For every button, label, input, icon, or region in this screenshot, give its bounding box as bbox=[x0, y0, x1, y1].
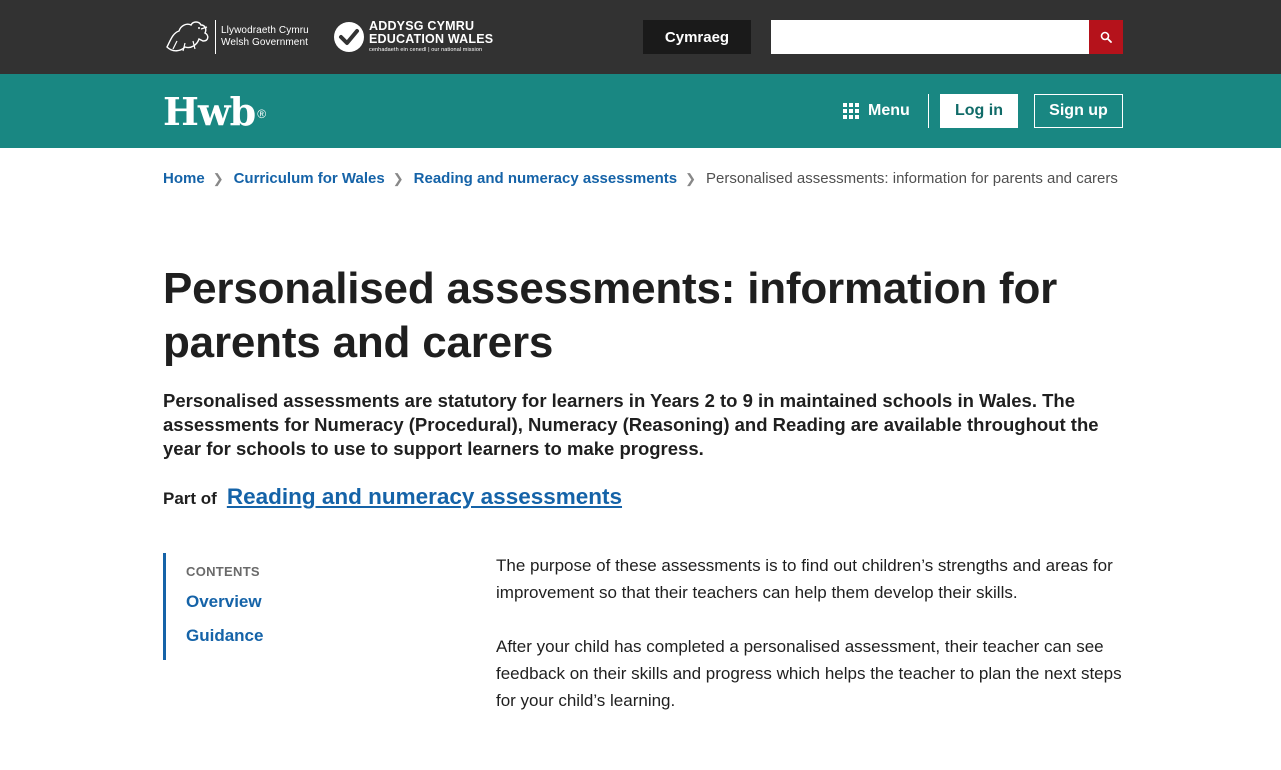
breadcrumb-curriculum[interactable]: Curriculum for Wales bbox=[233, 170, 385, 187]
contents-nav bbox=[163, 553, 363, 660]
breadcrumb-reading-numeracy[interactable]: Reading and numeracy assessments bbox=[413, 170, 678, 187]
part-of-link[interactable]: Reading and numeracy assessments bbox=[226, 484, 623, 509]
chevron-right-icon: ❯ bbox=[685, 171, 696, 186]
registered-mark: ® bbox=[257, 107, 266, 121]
body-paragraph: The purpose of these assessments is to find out children’s strengths and areas for improvement so that their teachers can help them develop their skills. bbox=[496, 556, 1113, 602]
menu-label: Menu bbox=[868, 102, 910, 119]
part-of-label: Part of bbox=[163, 489, 217, 508]
page-title: Personalised assessments: information for parents and carers bbox=[163, 264, 1058, 367]
menu-button[interactable] bbox=[843, 94, 910, 128]
hwb-logo-text: Hwb bbox=[163, 89, 256, 134]
search-icon bbox=[1100, 31, 1112, 43]
welsh-dragon-icon bbox=[163, 19, 211, 55]
breadcrumb bbox=[163, 168, 1123, 190]
body-content bbox=[496, 552, 1123, 741]
contents-heading: CONTENTS bbox=[186, 564, 260, 579]
language-toggle-button[interactable]: Cymraeg bbox=[643, 20, 751, 54]
search-input[interactable] bbox=[771, 20, 1089, 54]
education-wales-text bbox=[369, 20, 493, 54]
chevron-right-icon: ❯ bbox=[212, 171, 224, 186]
hwb-logo[interactable] bbox=[163, 89, 266, 134]
search-button[interactable] bbox=[1089, 20, 1123, 54]
welsh-government-line2: Welsh Government bbox=[221, 37, 309, 48]
education-wales-logo[interactable] bbox=[333, 18, 493, 56]
chevron-right-icon: ❯ bbox=[392, 171, 404, 186]
welsh-government-logo[interactable] bbox=[163, 18, 309, 56]
contents-item-guidance[interactable]: Guidance bbox=[186, 626, 264, 645]
welsh-government-line1: Llywodraeth Cymru bbox=[221, 25, 309, 36]
education-wales-tagline: cenhadaeth ein cenedl | our national mission bbox=[369, 47, 483, 53]
signup-button[interactable]: Sign up bbox=[1034, 94, 1123, 128]
breadcrumb-home[interactable]: Home bbox=[163, 170, 205, 187]
welsh-government-text bbox=[221, 25, 309, 49]
page-lede: Personalised assessments are statutory for learners in Years 2 to 9 in maintained schools in Wales. The assessments for Numeracy (Procedural), Numeracy (Reasoning) and Reading are available throughout the year for schools to use to support learners to make progress. bbox=[163, 390, 1099, 459]
grid-menu-icon bbox=[843, 103, 859, 119]
education-wales-line2: EDUCATION WALES bbox=[369, 32, 494, 46]
login-button[interactable]: Log in bbox=[940, 94, 1018, 128]
logo-divider bbox=[215, 20, 216, 54]
header-divider bbox=[928, 94, 929, 128]
part-of bbox=[163, 484, 622, 510]
contents-item-overview[interactable]: Overview bbox=[186, 592, 262, 611]
body-paragraph: After your child has completed a personalised assessment, their teacher can see feedback on their skills and progress which helps the teacher to plan the next steps for your child’s learning. bbox=[496, 637, 1122, 710]
government-bar bbox=[0, 0, 1281, 74]
education-wales-line1: ADDYSG CYMRU bbox=[369, 19, 475, 33]
breadcrumb-current: Personalised assessments: information for parents and carers bbox=[706, 170, 1118, 187]
checkmark-icon bbox=[333, 21, 365, 53]
